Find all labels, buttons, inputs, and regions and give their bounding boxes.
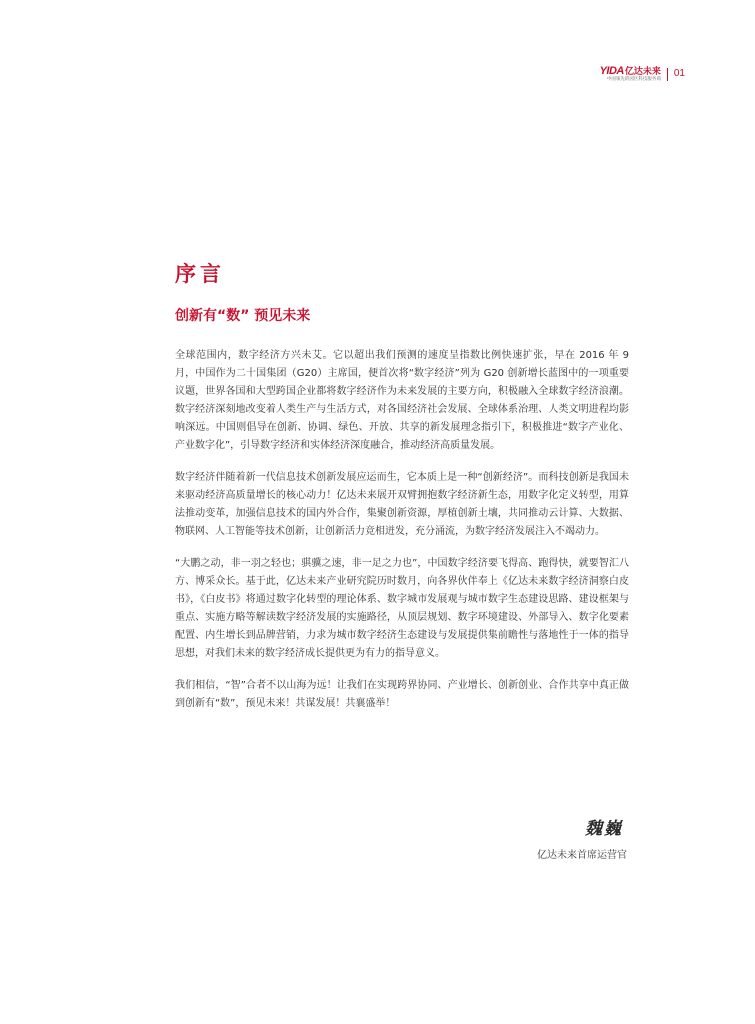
paragraph: “大鹏之动，非一羽之轻也；骐骥之速，非一足之力也”，中国数字经济要飞得高、跑得快，就要智汇八方、博采众长。基于此，亿达未来产业研究院历时数月，向各界伙伴奉上《亿达未来数字经济洞察白皮书》，《白皮书》将通过数字化转型的理论体系、数字城市发展观与城市数字生态建设思路、建设框架与重点、实施方略等解读数字经济发展的实施路径，从顶层规划、数字环境建设、外部导入、数字化要素配置、内生增长到品牌营销，力求为城市数字经济生态建设与发展提供集前瞻性与落地性于一体的指导思想，对我们未来的数字经济成长提供更为有力的指导意义。 bbox=[175, 558, 629, 659]
page-title: 序言 bbox=[175, 262, 225, 286]
logo-mark: YIDA bbox=[599, 65, 624, 77]
signatory-title: 亿达未来首席运营官 bbox=[537, 850, 627, 861]
paragraph: 数字经济伴随着新一代信息技术创新发展应运而生，它本质上是一种“创新经济”。而科技创新是我国未来驱动经济高质量增长的核心动力！亿达未来展开双臂拥抱数字经济新生态，用数字化定义转型，用算法推动变革，加强信息技术的国内外合作，集聚创新资源，厚植创新土壤，共同推动云计算、大数据、物联网、人工智能等技术创新，让创新活力竞相迸发，充分涌流，为数字经济发展注入不竭动力。 bbox=[175, 472, 629, 537]
handwritten-signature: 魏巍 bbox=[585, 819, 623, 839]
header-divider bbox=[667, 68, 668, 81]
paragraph: 我们相信，“智”合者不以山海为远！让我们在实现跨界协同、产业增长、创新创业、合作共享中真正做到创新有“数”，预见未来！共谋发展！共襄盛举！ bbox=[175, 680, 629, 709]
brand-logo bbox=[600, 66, 661, 83]
preface-body bbox=[175, 347, 629, 727]
page-number: 01 bbox=[673, 68, 685, 80]
page-subtitle: 创新有“数” 预见未来 bbox=[175, 308, 311, 324]
paragraph: 全球范围内，数字经济方兴未艾。它以超出我们预测的速度呈指数比例快速扩张，早在 2016 年 9 月，中国作为二十国集团（G20）主席国，便首次将“数字经济”列为 G20 创新增长蓝图中的一项重要议题，世界各国和大型跨国企业都将数字经济作为未来发展的主要方向，积极融入全球数字经济浪潮。数字经济深刻地改变着人类生产与生活方式，对各国经济社会发展、全球体系治理、人类文明进程均影响深远。中国则倡导在创新、协调、绿色、开放、共享的新发展理念指引下，积极推进“数字产业化、产业数字化”，引导数字经济和实体经济深度融合，推动经济高质量发展。 bbox=[175, 350, 629, 451]
logo-tagline: 中国领先的园区科技服务商 bbox=[606, 77, 661, 82]
logo-name: 亿达未来 bbox=[624, 67, 661, 77]
page-header bbox=[600, 66, 685, 83]
